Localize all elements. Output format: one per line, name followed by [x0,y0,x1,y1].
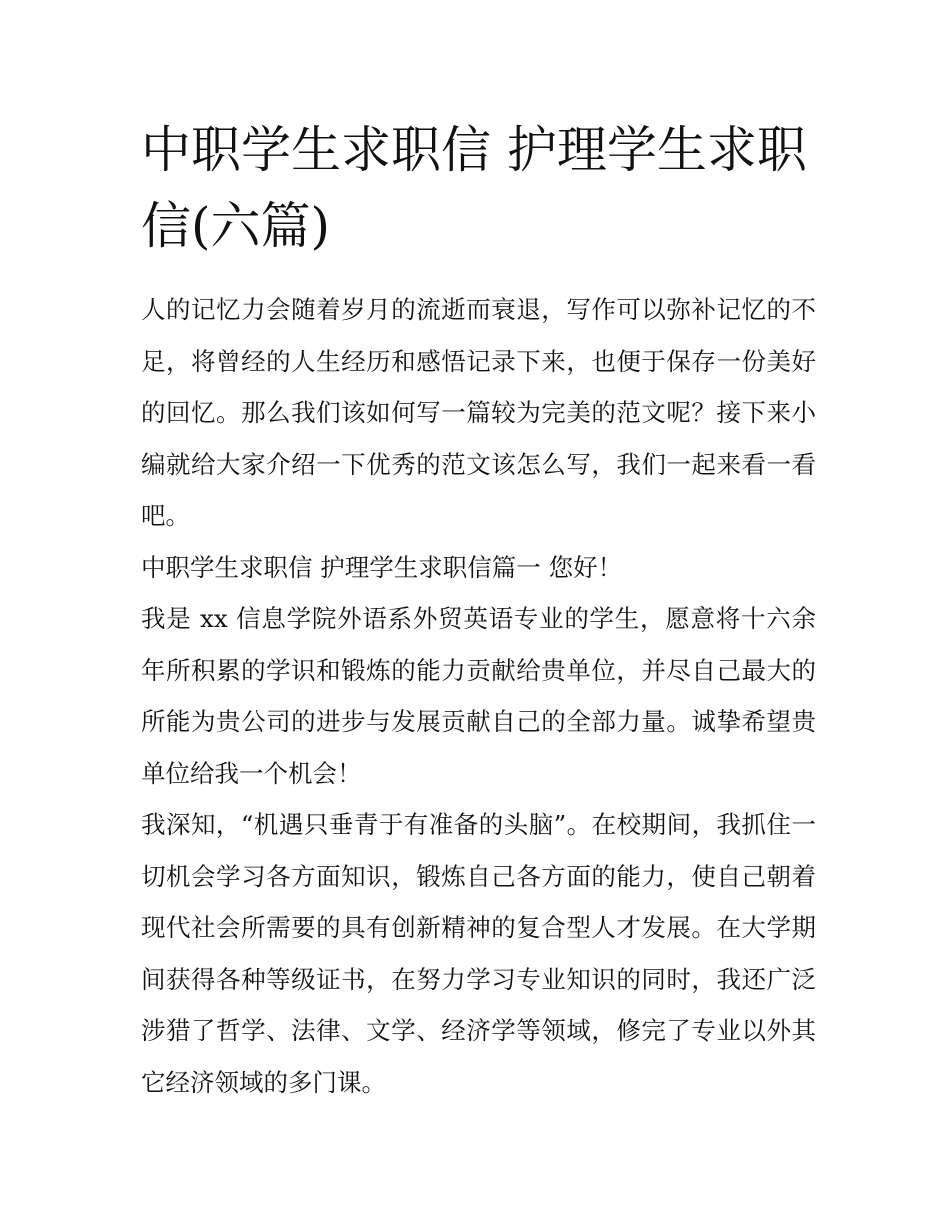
document-body [141,112,816,1108]
self-introduction-paragraph: 我是 xx 信息学院外语系外贸英语专业的学生，愿意将十六余年所积累的学识和锻炼的能力贡献给贵单位，并尽自己最大的所能为贵公司的进步与发展贡献自己的全部力量。诚挚希望贵单位给我一个机会！ [141,604,816,788]
document-title: 中职学生求职信 护理学生求职信(六篇) [141,121,807,255]
intro-paragraph: 人的记忆力会随着岁月的流逝而衰退，写作可以弥补记忆的不足，将曾经的人生经历和感悟记录下来，也便于保存一份美好的回忆。那么我们该如何写一篇较为完美的范文呢？接下来小编就给大家介绍一下优秀的范文该怎么写，我们一起来看一看吧。 [141,295,816,530]
experience-paragraph: 我深知，“机遇只垂青于有准备的头脑”。在校期间，我抓住一切机会学习各方面知识，锻炼自己各方面的能力，使自己朝着现代社会所需要的具有创新精神的复合型人才发展。在大学期间获得各种等级证书，在努力学习专业知识的同时，我还广泛涉猎了哲学、法律、文学、经济学等领域，修完了专业以外其它经济领域的多门课。 [141,810,816,1097]
section-heading-paragraph: 中职学生求职信 护理学生求职信篇一 您好！ [141,552,623,582]
